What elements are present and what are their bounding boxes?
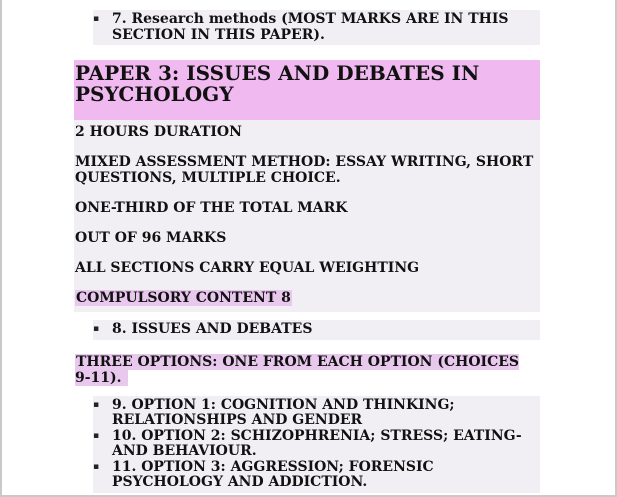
document-page <box>74 8 540 493</box>
weighting-text: ALL SECTIONS CARRY EQUAL WEIGHTING <box>75 260 420 276</box>
list-item: ▪ 7. Research methods (MOST MARKS ARE IN THIS SECTION IN THIS PAPER). <box>93 12 540 43</box>
marks-text: OUT OF 96 MARKS <box>75 230 227 246</box>
list-item: ▪ 10. OPTION 2: SCHIZOPHRENIA; STRESS; EATING-AND BEHAVIOUR. <box>93 429 540 460</box>
options-list <box>93 396 540 493</box>
options-intro-text: THREE OPTIONS: ONE FROM EACH OPTION (CHOICES 9-11). <box>75 353 520 386</box>
method-text: MIXED ASSESSMENT METHOD: ESSAY WRITING, SHORT QUESTIONS, MULTIPLE CHOICE. <box>75 154 534 186</box>
options-paragraph <box>74 340 540 392</box>
share-text: ONE-THIRD OF THE TOTAL MARK <box>75 200 348 216</box>
list-item: ▪ 8. ISSUES AND DEBATES <box>93 322 540 338</box>
compulsory-paragraph <box>74 282 540 312</box>
research-methods-list <box>93 10 540 45</box>
paper-details <box>74 120 540 312</box>
duration-text: 2 HOURS DURATION <box>75 124 242 140</box>
paper-heading: PAPER 3: ISSUES AND DEBATES IN PSYCHOLOGY <box>74 60 540 120</box>
list-item: ▪ 11. OPTION 3: AGGRESSION; FORENSIC PSYCHOLOGY AND ADDICTION. <box>93 460 540 491</box>
compulsory-text: COMPULSORY CONTENT 8 <box>76 290 291 306</box>
page-left-edge <box>0 0 2 497</box>
list-item: ▪ 9. OPTION 1: COGNITION AND THINKING; RELATIONSHIPS AND GENDER <box>93 398 540 429</box>
compulsory-list <box>93 320 540 340</box>
